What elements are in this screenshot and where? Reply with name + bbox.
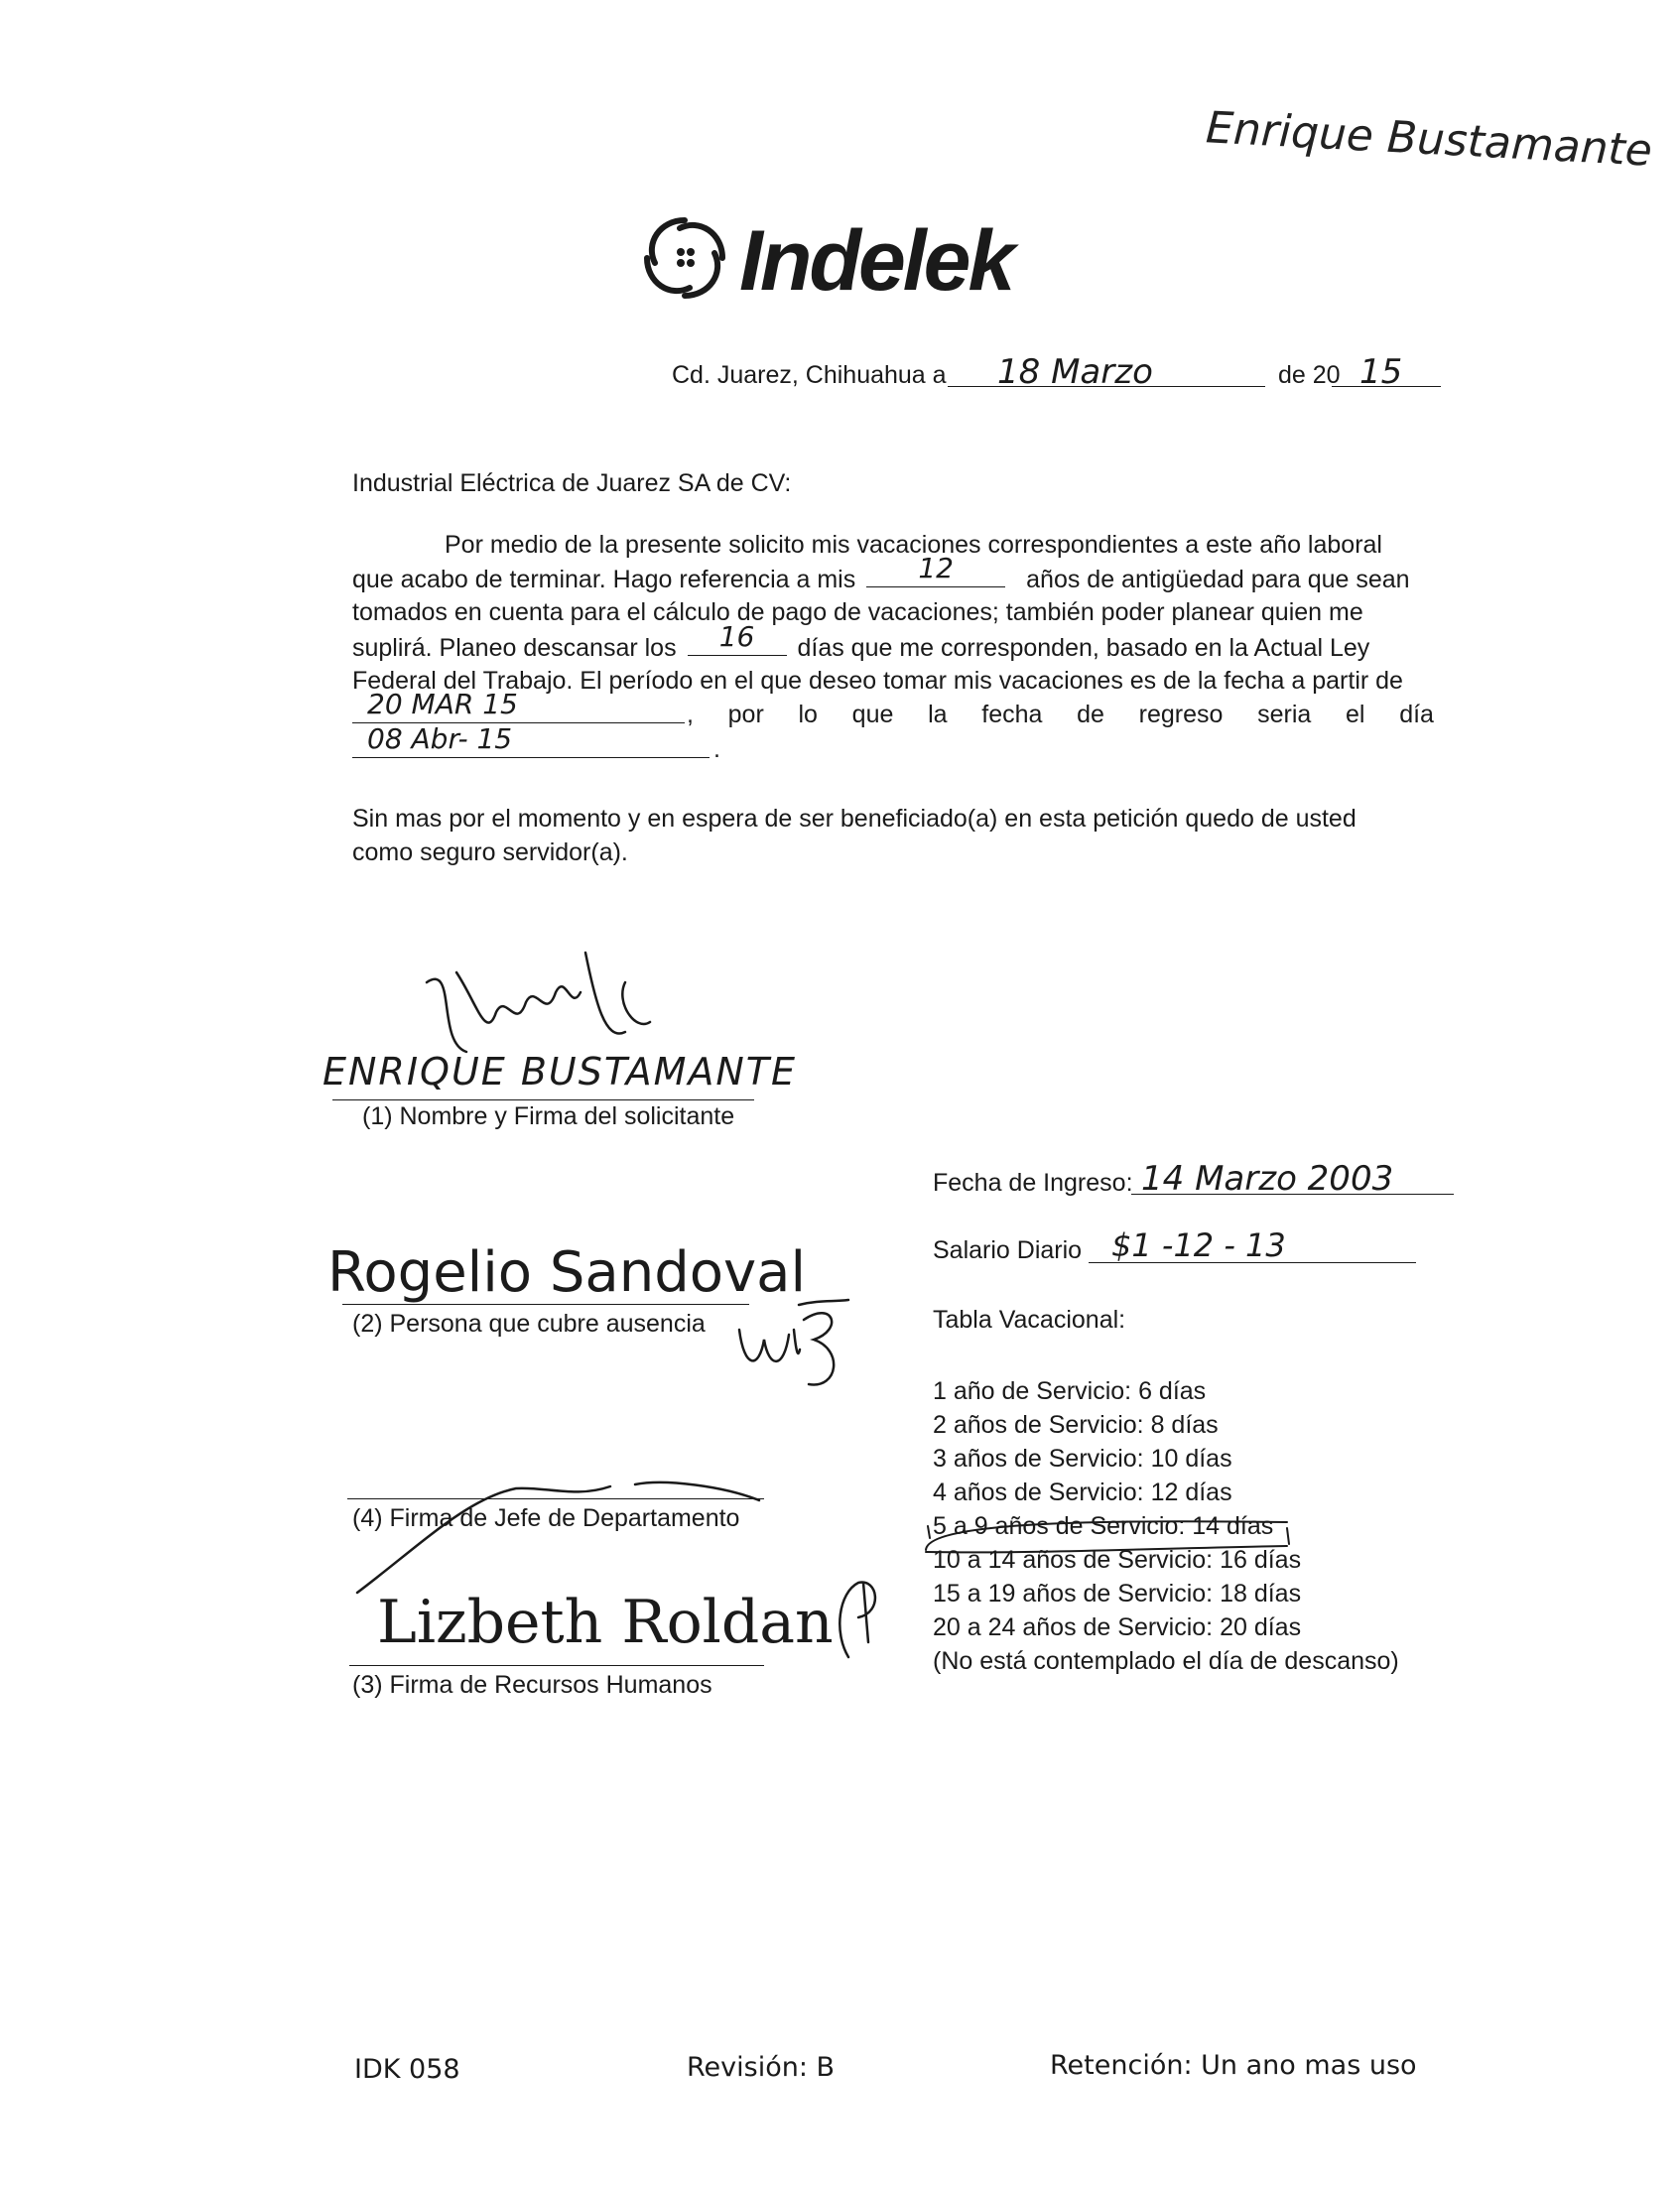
footer-retention: Retención: Un ano mas uso <box>1050 2050 1417 2081</box>
body-line-4b: días que me corresponden, basado en la Actual Ley <box>797 634 1370 662</box>
body-line-7 <box>352 722 1434 765</box>
body-line-2b: años de antigüedad para que sean <box>1026 566 1410 593</box>
tabla-row: 5 a 9 años de Servicio: 14 días <box>933 1512 1274 1540</box>
logo-text: Indelek <box>739 213 1013 309</box>
tabla-row: (No está contemplado el día de descanso) <box>933 1647 1399 1675</box>
handwritten-name: Enrique Bustamante <box>1204 102 1654 177</box>
tabla-title: Tabla Vacacional: <box>933 1306 1126 1334</box>
dept-label: (4) Firma de Jefe de Departamento <box>352 1504 740 1532</box>
body-paragraph <box>352 531 1434 779</box>
body-line-4 <box>352 620 1434 663</box>
body-line-4a: suplirá. Planeo descansar los <box>352 634 677 662</box>
start-value: 20 MAR 15 <box>367 688 518 720</box>
l6-w4: la <box>928 701 948 728</box>
return-value: 08 Abr- 15 <box>367 722 513 755</box>
body-line-2 <box>352 552 1434 594</box>
place-prefix: Cd. Juarez, Chihuahua a <box>672 361 947 389</box>
logo-swirl-icon <box>635 208 734 308</box>
hr-initials-scribble <box>829 1573 888 1662</box>
footer-revision: Revisión: B <box>687 2052 836 2083</box>
tabla-row: 3 años de Servicio: 10 días <box>933 1445 1232 1473</box>
salario-value: $1 -12 - 13 <box>1111 1226 1286 1264</box>
body-line-3: tomados en cuenta para el cálculo de pago de vacaciones; también poder planear quien me <box>352 598 1363 626</box>
years-value: 12 <box>918 552 954 584</box>
ingreso-label: Fecha de Ingreso: <box>933 1169 1133 1197</box>
tabla-row: 20 a 24 años de Servicio: 20 días <box>933 1613 1302 1641</box>
tabla-row: 2 años de Servicio: 8 días <box>933 1411 1219 1439</box>
body-line-1: Por medio de la presente solicito mis vacaciones correspondientes a este año laboral <box>445 531 1382 559</box>
days-value: 16 <box>718 620 755 653</box>
closing-line-2: como seguro servidor(a). <box>352 838 628 866</box>
hr-label: (3) Firma de Recursos Humanos <box>352 1671 712 1699</box>
l6-w10: día <box>1399 701 1434 728</box>
footer-code: IDK 058 <box>354 2054 460 2085</box>
year-prefix: de 20 <box>1278 361 1341 389</box>
tabla-row-highlighted: 10 a 14 años de Servicio: 16 días <box>933 1546 1302 1574</box>
l6-w3: que <box>851 701 894 728</box>
cover-name: Rogelio Sandoval <box>327 1240 807 1305</box>
tabla-row: 4 años de Servicio: 12 días <box>933 1479 1232 1506</box>
l6-w0: , <box>687 701 694 728</box>
l6-w6: de <box>1077 701 1104 728</box>
l6-w9: el <box>1346 701 1365 728</box>
date-value: 18 Marzo <box>997 352 1153 392</box>
body-line-7-end: . <box>713 735 720 763</box>
year-value: 15 <box>1359 352 1403 392</box>
cover-initials-scribble <box>734 1290 853 1399</box>
indelek-logo <box>635 208 1082 308</box>
hr-name: Lizbeth Roldan <box>377 1588 834 1657</box>
l6-w5: fecha <box>981 701 1043 728</box>
closing-line-1: Sin mas por el momento y en espera de ser beneficiado(a) en esta petición quedo de usted <box>352 805 1357 833</box>
ingreso-value: 14 Marzo 2003 <box>1141 1159 1394 1199</box>
cover-label: (2) Persona que cubre ausencia <box>352 1310 706 1338</box>
l6-w8: seria <box>1257 701 1312 728</box>
l6-w7: regreso <box>1138 701 1224 728</box>
l6-w1: por <box>727 701 764 728</box>
salario-label: Salario Diario <box>933 1236 1083 1264</box>
body-line-2a: que acabo de terminar. Hago referencia a mis <box>352 566 856 593</box>
addressee: Industrial Eléctrica de Juarez SA de CV: <box>352 469 792 497</box>
applicant-label: (1) Nombre y Firma del solicitante <box>362 1102 735 1130</box>
applicant-name: ENRIQUE BUSTAMANTE <box>323 1050 798 1094</box>
l6-w2: lo <box>798 701 818 728</box>
body-line-5: Federal del Trabajo. El período en el que deseo tomar mis vacaciones es de la fecha a partir de <box>352 667 1403 695</box>
tabla-row: 1 año de Servicio: 6 días <box>933 1377 1207 1405</box>
tabla-row: 15 a 19 años de Servicio: 18 días <box>933 1580 1302 1608</box>
tabla-highlight-bracket <box>918 1508 1295 1568</box>
